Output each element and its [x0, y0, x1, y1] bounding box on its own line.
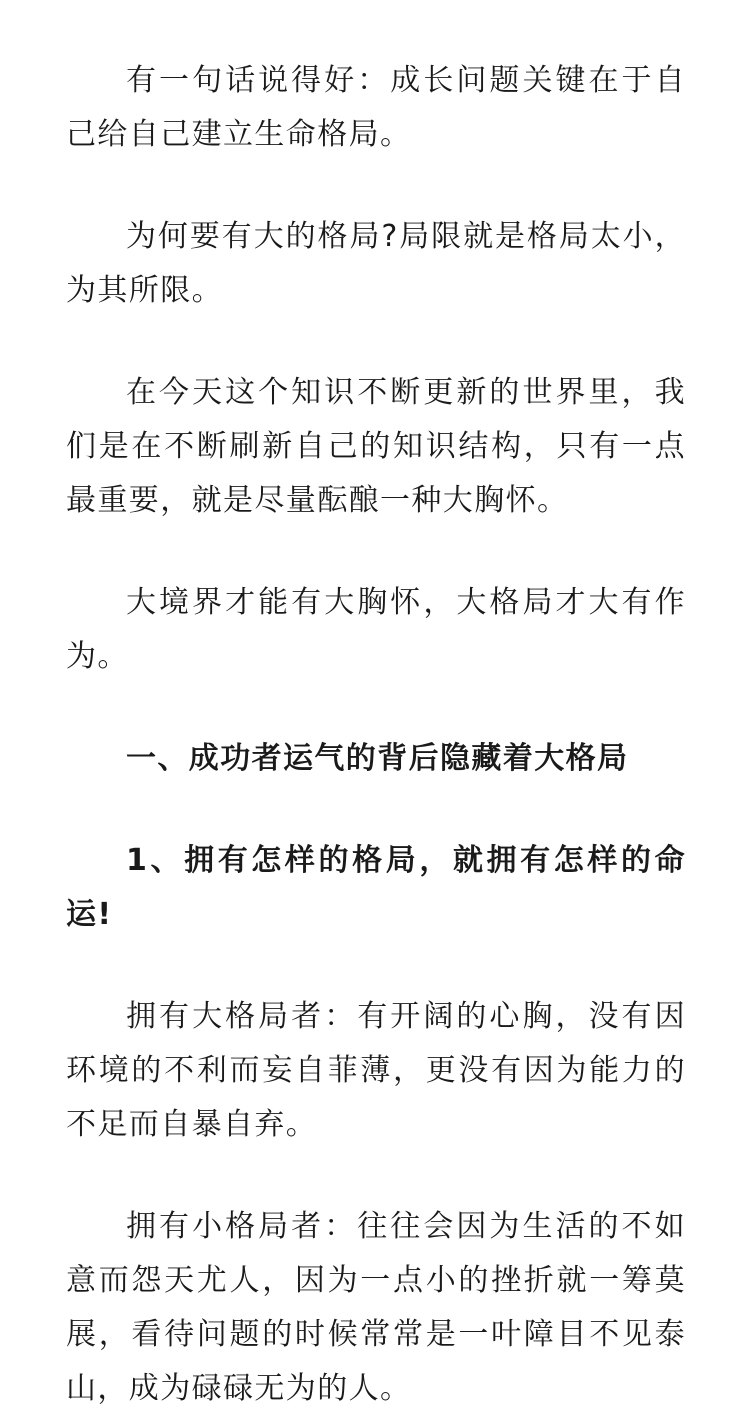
- paragraph-growth-quote: 有一句话说得好：成长问题关键在于自己给自己建立生命格局。: [66, 63, 686, 152]
- paragraph-big-pattern-person: 拥有大格局者：有开阔的心胸，没有因环境的不利而妄自菲薄，更没有因为能力的不足而自暴自弃。: [66, 999, 686, 1142]
- sub-heading: 1、拥有怎样的格局，就拥有怎样的命运!: [66, 843, 686, 932]
- paragraph-knowledge-world: 在今天这个知识不断更新的世界里，我们是在不断刷新自己的知识结构，只有一点最重要，就是尽量酝酿一种大胸怀。: [66, 375, 686, 518]
- section-heading: 一、成功者运气的背后隐藏着大格局: [126, 741, 629, 776]
- paragraph-small-pattern-person: 拥有小格局者：往往会因为生活的不如意而怨天尤人，因为一点小的挫折就一筹莫展，看待问题的时候常常是一叶障目不见泰山，成为碌碌无为的人。: [66, 1209, 686, 1406]
- paragraph-big-realm: 大境界才能有大胸怀，大格局才大有作为。: [66, 585, 686, 674]
- article-body: [66, 54, 686, 1416]
- paragraph-why-big-pattern: 为何要有大的格局?局限就是格局太小，为其所限。: [66, 219, 686, 308]
